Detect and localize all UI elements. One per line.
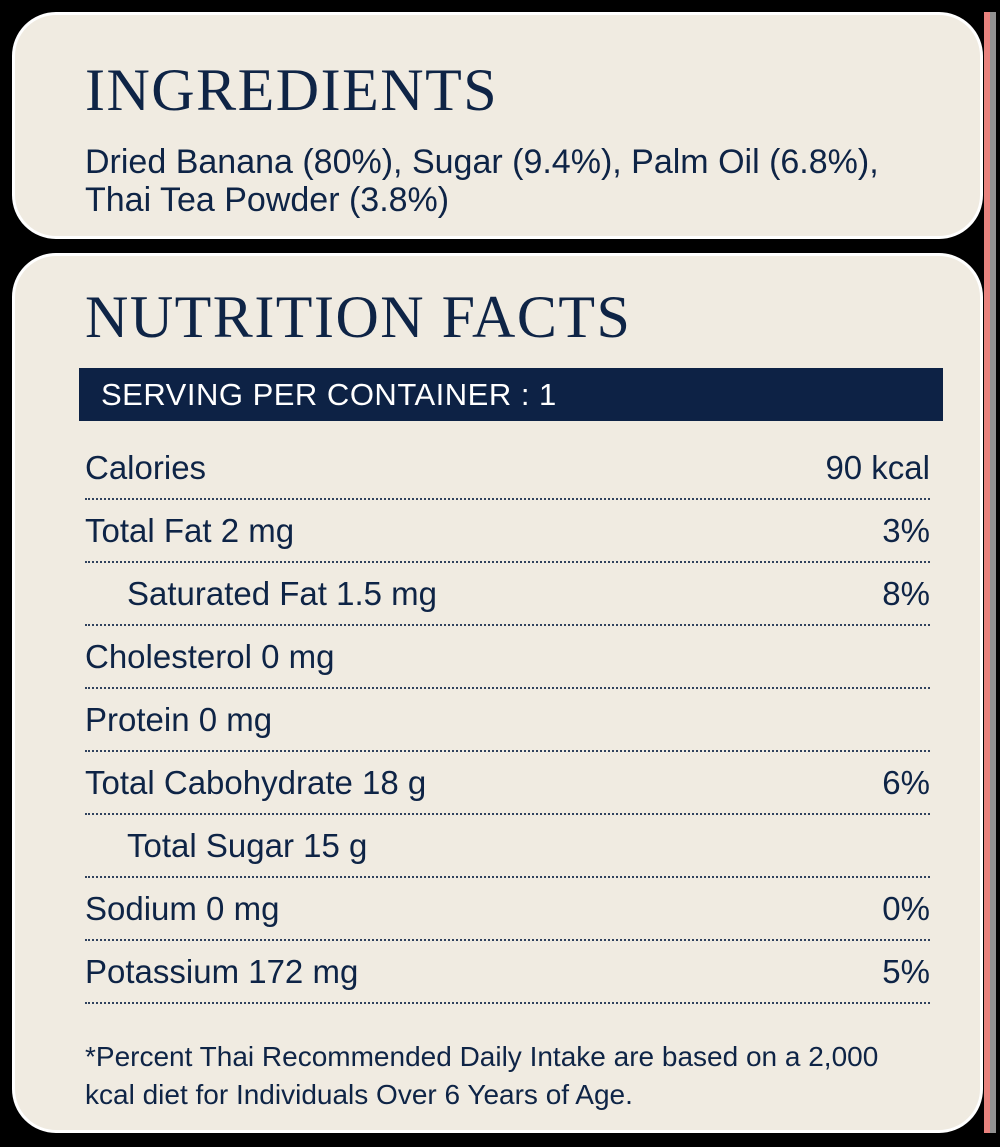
- row-value: 8%: [882, 575, 930, 612]
- nutrition-row-protein: [85, 689, 930, 752]
- serving-per-container-banner: SERVING PER CONTAINER : 1: [79, 368, 943, 421]
- row-value: 90 kcal: [825, 449, 930, 486]
- row-value: 0%: [882, 890, 930, 927]
- right-edge-stripes: [984, 12, 996, 1133]
- row-label: Protein 0 mg: [85, 701, 273, 738]
- nutrition-row-total-carbohydrate: [85, 752, 930, 815]
- nutrition-facts-title: NUTRITION FACTS: [85, 284, 632, 350]
- row-label: Total Cabohydrate 18 g: [85, 764, 427, 801]
- row-label: Cholesterol 0 mg: [85, 638, 335, 675]
- row-value: 5%: [882, 953, 930, 990]
- row-label: Sodium 0 mg: [85, 890, 280, 927]
- row-value: 3%: [882, 512, 930, 549]
- nutrition-row-total-fat: [85, 500, 930, 563]
- nutrition-rows: [85, 437, 930, 1004]
- nutrition-row-sodium: [85, 878, 930, 941]
- row-value: 6%: [882, 764, 930, 801]
- nutrition-row-total-sugar: [85, 815, 930, 878]
- row-label: Potassium 172 mg: [85, 953, 359, 990]
- nutrition-row-potassium: [85, 941, 930, 1004]
- row-label: Total Fat 2 mg: [85, 512, 295, 549]
- row-label: Calories: [85, 449, 207, 486]
- ingredients-title: INGREDIENTS: [85, 57, 499, 123]
- nutrition-row-calories: [85, 437, 930, 500]
- ingredients-list: Dried Banana (80%), Sugar (9.4%), Palm Oil (6.8%), Thai Tea Powder (3.8%): [85, 143, 879, 219]
- row-label: Saturated Fat 1.5 mg: [127, 575, 438, 612]
- nutrition-row-saturated-fat: [85, 563, 930, 626]
- nutrition-facts-card: [12, 253, 983, 1133]
- daily-intake-footnote: *Percent Thai Recommended Daily Intake are based on a 2,000 kcal diet for Individuals Over 6 Years of Age.: [85, 1041, 879, 1110]
- row-label: Total Sugar 15 g: [127, 827, 368, 864]
- nutrition-row-cholesterol: [85, 626, 930, 689]
- ingredients-card: [12, 12, 983, 239]
